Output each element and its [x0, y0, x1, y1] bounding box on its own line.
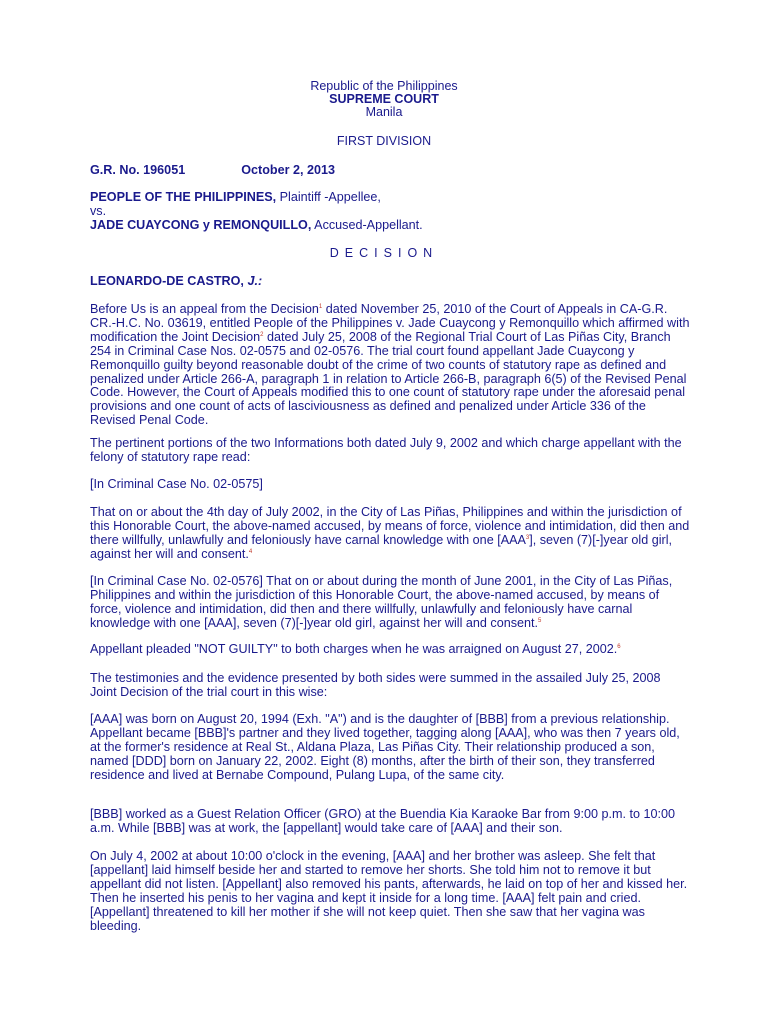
plaintiff-line: PEOPLE OF THE PHILIPPINES, Plaintiff -Appellee, [90, 190, 381, 204]
paragraph-7: The testimonies and the evidence presented by both sides were summed in the assailed July 25, 2008 Joint Decision of the trial court in this wise: [90, 671, 661, 699]
court-location: Manila [365, 105, 403, 119]
accused-line: JADE CUAYCONG y REMONQUILLO, Accused-Appellant. [90, 217, 423, 232]
footnote-link[interactable]: 4 [248, 548, 253, 555]
footnote-link[interactable]: 6 [617, 643, 621, 650]
footnote-link[interactable]: 3 [525, 534, 530, 541]
paragraph-6: Appellant pleaded "NOT GUILTY" to both charges when he was arraigned on August 27, 2002.$^6$ [90, 642, 621, 656]
footnote-link[interactable]: 2 [260, 331, 264, 338]
case-caption [90, 191, 690, 233]
division-title: FIRST DIVISION [336, 134, 432, 148]
paragraph-2: The pertinent portions of the two Informations both dated July 9, 2002 and which charge appellant with the felony of statutory rape read: [90, 436, 682, 464]
court-name: SUPREME COURT [329, 92, 439, 106]
versus: vs. [90, 203, 107, 218]
paragraph-10: On July 4, 2002 at about 10:00 o'clock in the evening, [AAA] and her brother was asleep. She felt that [appellant] laid himself beside her and started to remove her shorts. She told him not to remove it but appellant did not listen. [Appellant] also removed his pants, afterwards, he laid on top of her and kissed her. Then he inserted his penis to her vagina and kept it inside for a long time. [AAA] felt pain and cried. [Appellant] threatened to kill her mother if she will not keep quiet. Then she saw that her vagina was bleeding. [90, 849, 688, 933]
decision-heading: DECISION [329, 246, 439, 260]
paragraph-1: Before Us is an appeal from the Decision$^1$ dated November 25, 2010 of the Court of Appeals in CA-G.R. CR.-H.C. No. 03619, entitled People of the Philippines v. Jade Cuaycong y Remonquillo which affirmed with modification the Joint Decision$^2$ dated July 25, 2008 of the Regional Trial Court of Las Piñas City, Branch 254 in Criminal Case Nos. 02-0575 and 02-0576. The trial court found appellant Jade Cuaycong y Remonquillo guilty beyond reasonable doubt of the crime of two counts of statutory rape as defined and penalized under Article 266-A, paragraph 1 in relation to Article 266-B, paragraph 6(5) of the Revised Penal Code. However, the Court of Appeals modified this to one count of statutory rape under the aforesaid penal provisions and one count of acts of lasciviousness as defined and penalized under Article 336 of the Revised Penal Code. [90, 302, 690, 428]
case-number-line [90, 164, 690, 178]
paragraph-9: [BBB] worked as a Guest Relation Officer (GRO) at the Buendia Kia Karaoke Bar from 9:00 p.m. to 10:00 a.m. While [BBB] was at work, the [appellant] would take care of [AAA] and their son. [90, 807, 675, 835]
republic-line: Republic of the Philippines [310, 79, 458, 93]
ponente: LEONARDO-DE CASTRO, J.: [90, 274, 263, 288]
paragraph-4: That on or about the 4th day of July 2002, in the City of Las Piñas, Philippines and within the jurisdiction of this Honorable Court, the above-named accused, by means of force, violence and intimidation, did then and there willfully, unlawfully and feloniously have carnal knowledge with one [AAA$^3$], seven (7)[-]year old girl, against her will and consent.$^4$ [90, 505, 690, 561]
decision-date: October 2, 2013 [241, 163, 336, 177]
paragraph-5: [In Criminal Case No. 02-0576] That on or about during the month of June 2001, in the City of Las Piñas, Philippines and within the jurisdiction of this Honorable Court, the above-named accused, by means of force, violence and intimidation, did then and there willfully, unlawfully and feloniously have carnal knowledge with one [AAA], seven (7)[-]year old girl, against her will and consent.$^5$ [90, 574, 673, 630]
paragraph-8: [AAA] was born on August 20, 1994 (Exh. "A") and is the daughter of [BBB] from a previous relationship. Appellant became [BBB]'s partner and they lived together, tagging along [AAA], who was then 7 years old, at the former's residence at Real St., Aldana Plaza, Las Piñas City. Their relationship produced a son, named [DDD] born on January 22, 2002. Eight (8) months, after the birth of their son, they transferred residence and lived at Bernabe Compound, Pulang Lupa, of the same city. [90, 712, 680, 782]
footnote-link[interactable]: 1 [318, 303, 323, 310]
gr-number: G.R. No. 196051 [90, 163, 186, 177]
paragraph-3: [In Criminal Case No. 02-0575] [90, 477, 263, 491]
footnote-link[interactable]: 5 [538, 617, 542, 624]
